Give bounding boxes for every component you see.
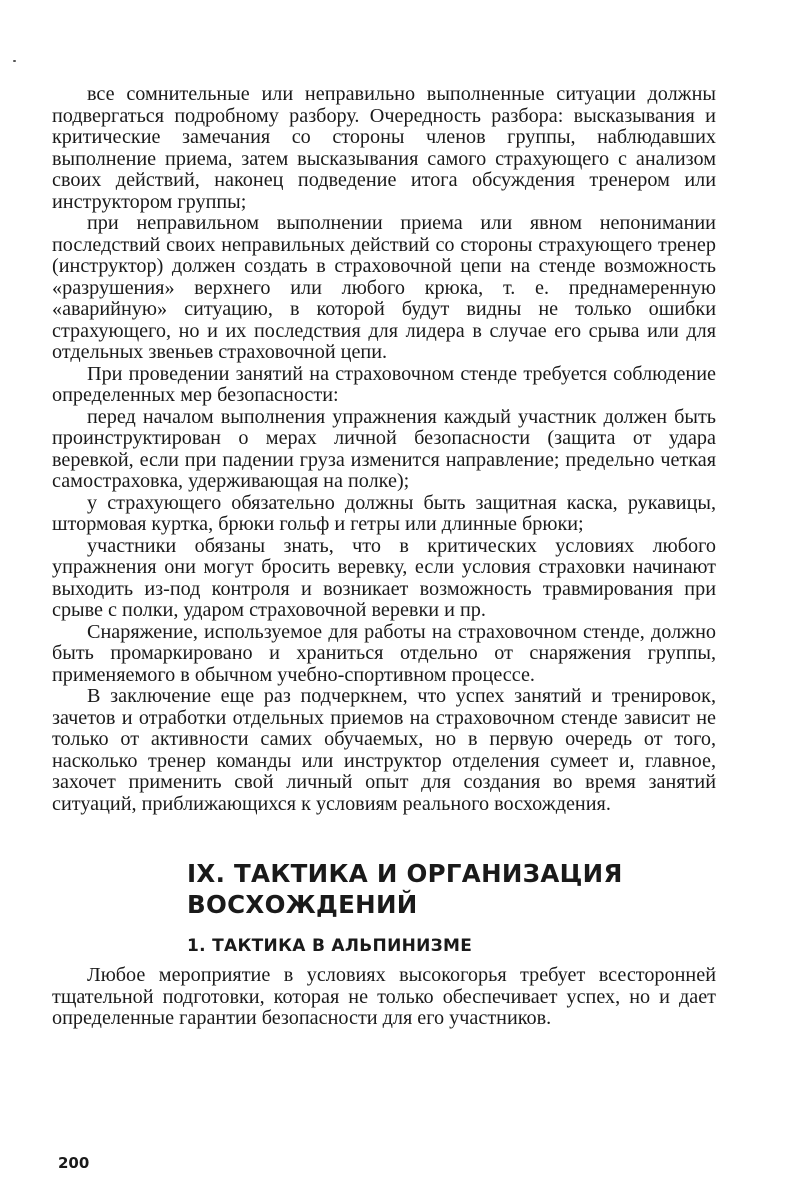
paragraph-drop-rope: участники обязаны знать, что в критических условиях любого упражнения они могут бросить веревку, если условия страховки начинают выходить из-под контроля и возникает возможность травмирования при срыве с полки, ударом страховочной веревки и пр. xyxy=(52,534,716,621)
scan-speck xyxy=(13,60,16,62)
paragraph-equipment-marking: Снаряжение, используемое для работы на страховочном стенде, должно быть промаркировано и храниться отдельно от снаряжения группы, применяемого в обычном учебно-спортивном процессе. xyxy=(52,620,716,686)
section-title-line-1: IX. ТАКТИКА И ОРГАНИЗАЦИЯ xyxy=(187,859,623,888)
subsection-title: 1. ТАКТИКА В АЛЬПИНИЗМЕ xyxy=(187,936,473,956)
page-number: 200 xyxy=(58,1154,90,1172)
section-title xyxy=(187,858,716,920)
paragraph-tactics-intro: Любое мероприятие в условиях высокогорья требует всесторонней тщательной подготовки, которая не только обеспечивает успех, но и дает определенные гарантии безопасности для его участников. xyxy=(52,964,716,1029)
paragraph-emergency-situation: при неправильном выполнении приема или явном непонимании последствий своих неправильных действий со стороны страхующего тренер (инструктор) должен создать в страховочной цепи на стенде возможность «разрушения» верхнего или любого крюка, т. е. преднамеренную «аварийную» ситуацию, в которой будут видны не только ошибки страхующего, но и их последствия для лидера в случае его срыва или для отдельных звеньев страховочной цепи. xyxy=(52,212,716,363)
section-title-line-2: ВОСХОЖДЕНИЙ xyxy=(187,890,418,919)
paragraph-conclusion: В заключение еще раз подчеркнем, что успех занятий и тренировок, зачетов и отработки отдельных приемов на страховочном стенде зависит не только от активности самих обучаемых, но в первую очередь от того, насколько тренер команды или инструктор отделения сумеет и, главное, захочет применить свой личный опыт для создания во время занятий ситуаций, приближающихся к условиям реального восхождения. xyxy=(52,685,716,815)
paragraph-safety-briefing: перед началом выполнения упражнения каждый участник должен быть проинструктирован о мерах личной безопасности (защита от удара веревкой, если при падении груза изменится направление; предельно четкая самостраховка, удерживающая на полке); xyxy=(52,405,716,492)
paragraph-protective-gear: у страхующего обязательно должны быть защитная каска, рукавицы, штормовая куртка, брюки гольф и гетры или длинные брюки; xyxy=(52,491,716,535)
page-body xyxy=(52,84,716,1030)
paragraph-review-order: все сомнительные или неправильно выполненные ситуации должны подвергаться подробному разбору. Очередность разбора: высказывания и критические замечания со стороны членов группы, наблюдавших выполнение приема, затем высказывания самого страхующего с анализом своих действий, наконец подведение итога обсуждения тренером или инструктором группы; xyxy=(52,83,716,213)
paragraph-safety-intro: При проведении занятий на страховочном стенде требуется соблюдение определенных мер безопасности: xyxy=(52,362,716,406)
